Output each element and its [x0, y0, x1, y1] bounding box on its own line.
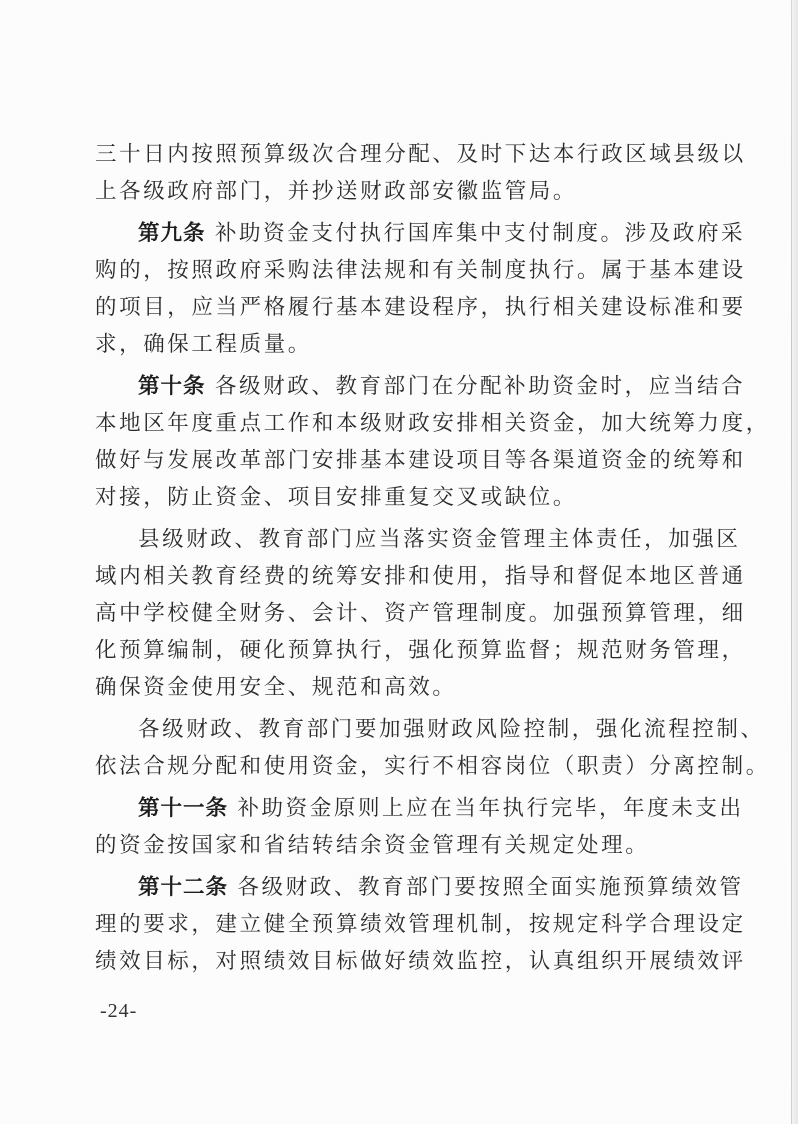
text-line: 依法合规分配和使用资金，实行不相容岗位（职责）分离控制。 — [95, 754, 770, 779]
article-12-heading: 第十二条 — [138, 875, 229, 900]
article-11-heading: 第十一条 — [138, 796, 229, 821]
text-line: 求，确保工程质量。 — [95, 332, 312, 357]
text-line: 绩效目标，对照绩效目标做好绩效监控，认真组织开展绩效评 — [95, 949, 746, 974]
text-line: 上各级政府部门，并抄送财政部安徽监管局。 — [95, 179, 578, 204]
text-line: 对接，防止资金、项目安排重复交叉或缺位。 — [95, 485, 578, 510]
article-9-heading: 第九条 — [138, 221, 206, 246]
article-9-first-line — [95, 215, 746, 252]
article-12-first-line — [95, 869, 744, 906]
page-edge-line — [791, 0, 792, 1124]
article-11-text: 补助资金原则上应在当年执行完毕，年度未支出 — [237, 796, 744, 821]
text-line: 县级财政、教育部门应当落实资金管理主体责任，加强区 — [138, 527, 741, 552]
text-line: 高中学校健全财务、会计、资产管理制度。加强预算管理，细 — [95, 601, 746, 626]
text-line: 确保资金使用安全、规范和高效。 — [95, 675, 457, 700]
body-text — [95, 136, 770, 980]
article-9-text: 补助资金支付执行国库集中支付制度。涉及政府采 — [214, 221, 746, 246]
article-11-first-line — [95, 790, 744, 827]
text-line: 各级财政、教育部门要加强财政风险控制，强化流程控制、 — [138, 717, 765, 742]
text-line: 的项目，应当严格履行基本建设程序，执行相关建设标准和要 — [95, 295, 746, 320]
text-line: 理的要求，建立健全预算绩效管理机制，按规定科学合理设定 — [95, 912, 746, 937]
article-10-text: 各级财政、教育部门在分配补助资金时，应当结合 — [214, 374, 746, 399]
article-10-first-line — [95, 368, 746, 405]
text-line: 化预算编制，硬化预算执行，强化预算监督；规范财务管理， — [95, 638, 746, 663]
text-line: 的资金按国家和省结转结余资金管理有关规定处理。 — [95, 833, 650, 858]
article-12-text: 各级财政、教育部门要按照全面实施预算绩效管 — [237, 875, 744, 900]
text-line: 域内相关教育经费的统筹安排和使用，指导和督促本地区普通 — [95, 564, 746, 589]
page-number: -24- — [100, 1000, 138, 1022]
page-edge-shadow — [792, 0, 798, 1124]
text-line: 做好与发展改革部门安排基本建设项目等各渠道资金的统筹和 — [95, 448, 746, 473]
article-10-heading: 第十条 — [138, 374, 206, 399]
text-line: 三十日内按照预算级次合理分配、及时下达本行政区域县级以 — [95, 142, 746, 167]
text-line: 购的，按照政府采购法律法规和有关制度执行。属于基本建设 — [95, 258, 746, 283]
text-line: 本地区年度重点工作和本级财政安排相关资金，加大统筹力度， — [95, 411, 770, 436]
